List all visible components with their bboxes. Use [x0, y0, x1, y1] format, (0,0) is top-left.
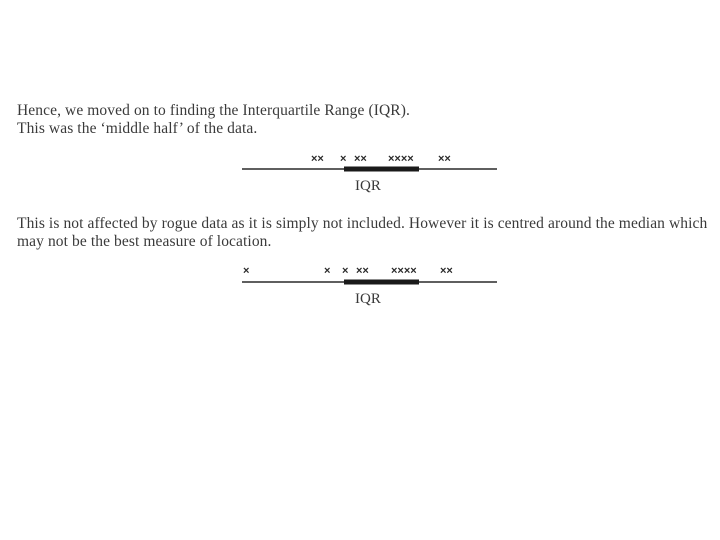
data-cross-group: × — [243, 265, 250, 277]
data-cross-group: × — [340, 153, 347, 165]
iqr-diagram-1 — [0, 145, 720, 200]
data-cross-group: ×× — [438, 153, 451, 165]
paragraph-line: may not be the best measure of location. — [17, 233, 272, 250]
data-cross-group: ×× — [356, 265, 369, 277]
iqr-diagram-2 — [0, 258, 720, 313]
paragraph-iqr-intro — [17, 102, 410, 138]
paragraph-line: This was the ‘middle half’ of the data. — [17, 120, 258, 137]
paragraph-line: Hence, we moved on to finding the Interquartile Range (IQR). — [17, 102, 410, 119]
data-cross-group: × — [342, 265, 349, 277]
iqr-bar — [344, 280, 419, 285]
paragraph-line: This is not affected by rogue data as it is simply not included. However it is centred around the median which — [17, 215, 708, 232]
data-cross-group: ×××× — [388, 153, 414, 165]
data-cross-group: ×× — [440, 265, 453, 277]
data-cross-group: ×× — [354, 153, 367, 165]
data-cross-group: ×× — [311, 153, 324, 165]
data-cross-group: ×××× — [391, 265, 417, 277]
data-cross-group: × — [324, 265, 331, 277]
iqr-label: IQR — [355, 178, 381, 194]
iqr-label: IQR — [355, 291, 381, 307]
paragraph-iqr-evaluation — [17, 215, 707, 251]
iqr-bar — [344, 167, 419, 172]
